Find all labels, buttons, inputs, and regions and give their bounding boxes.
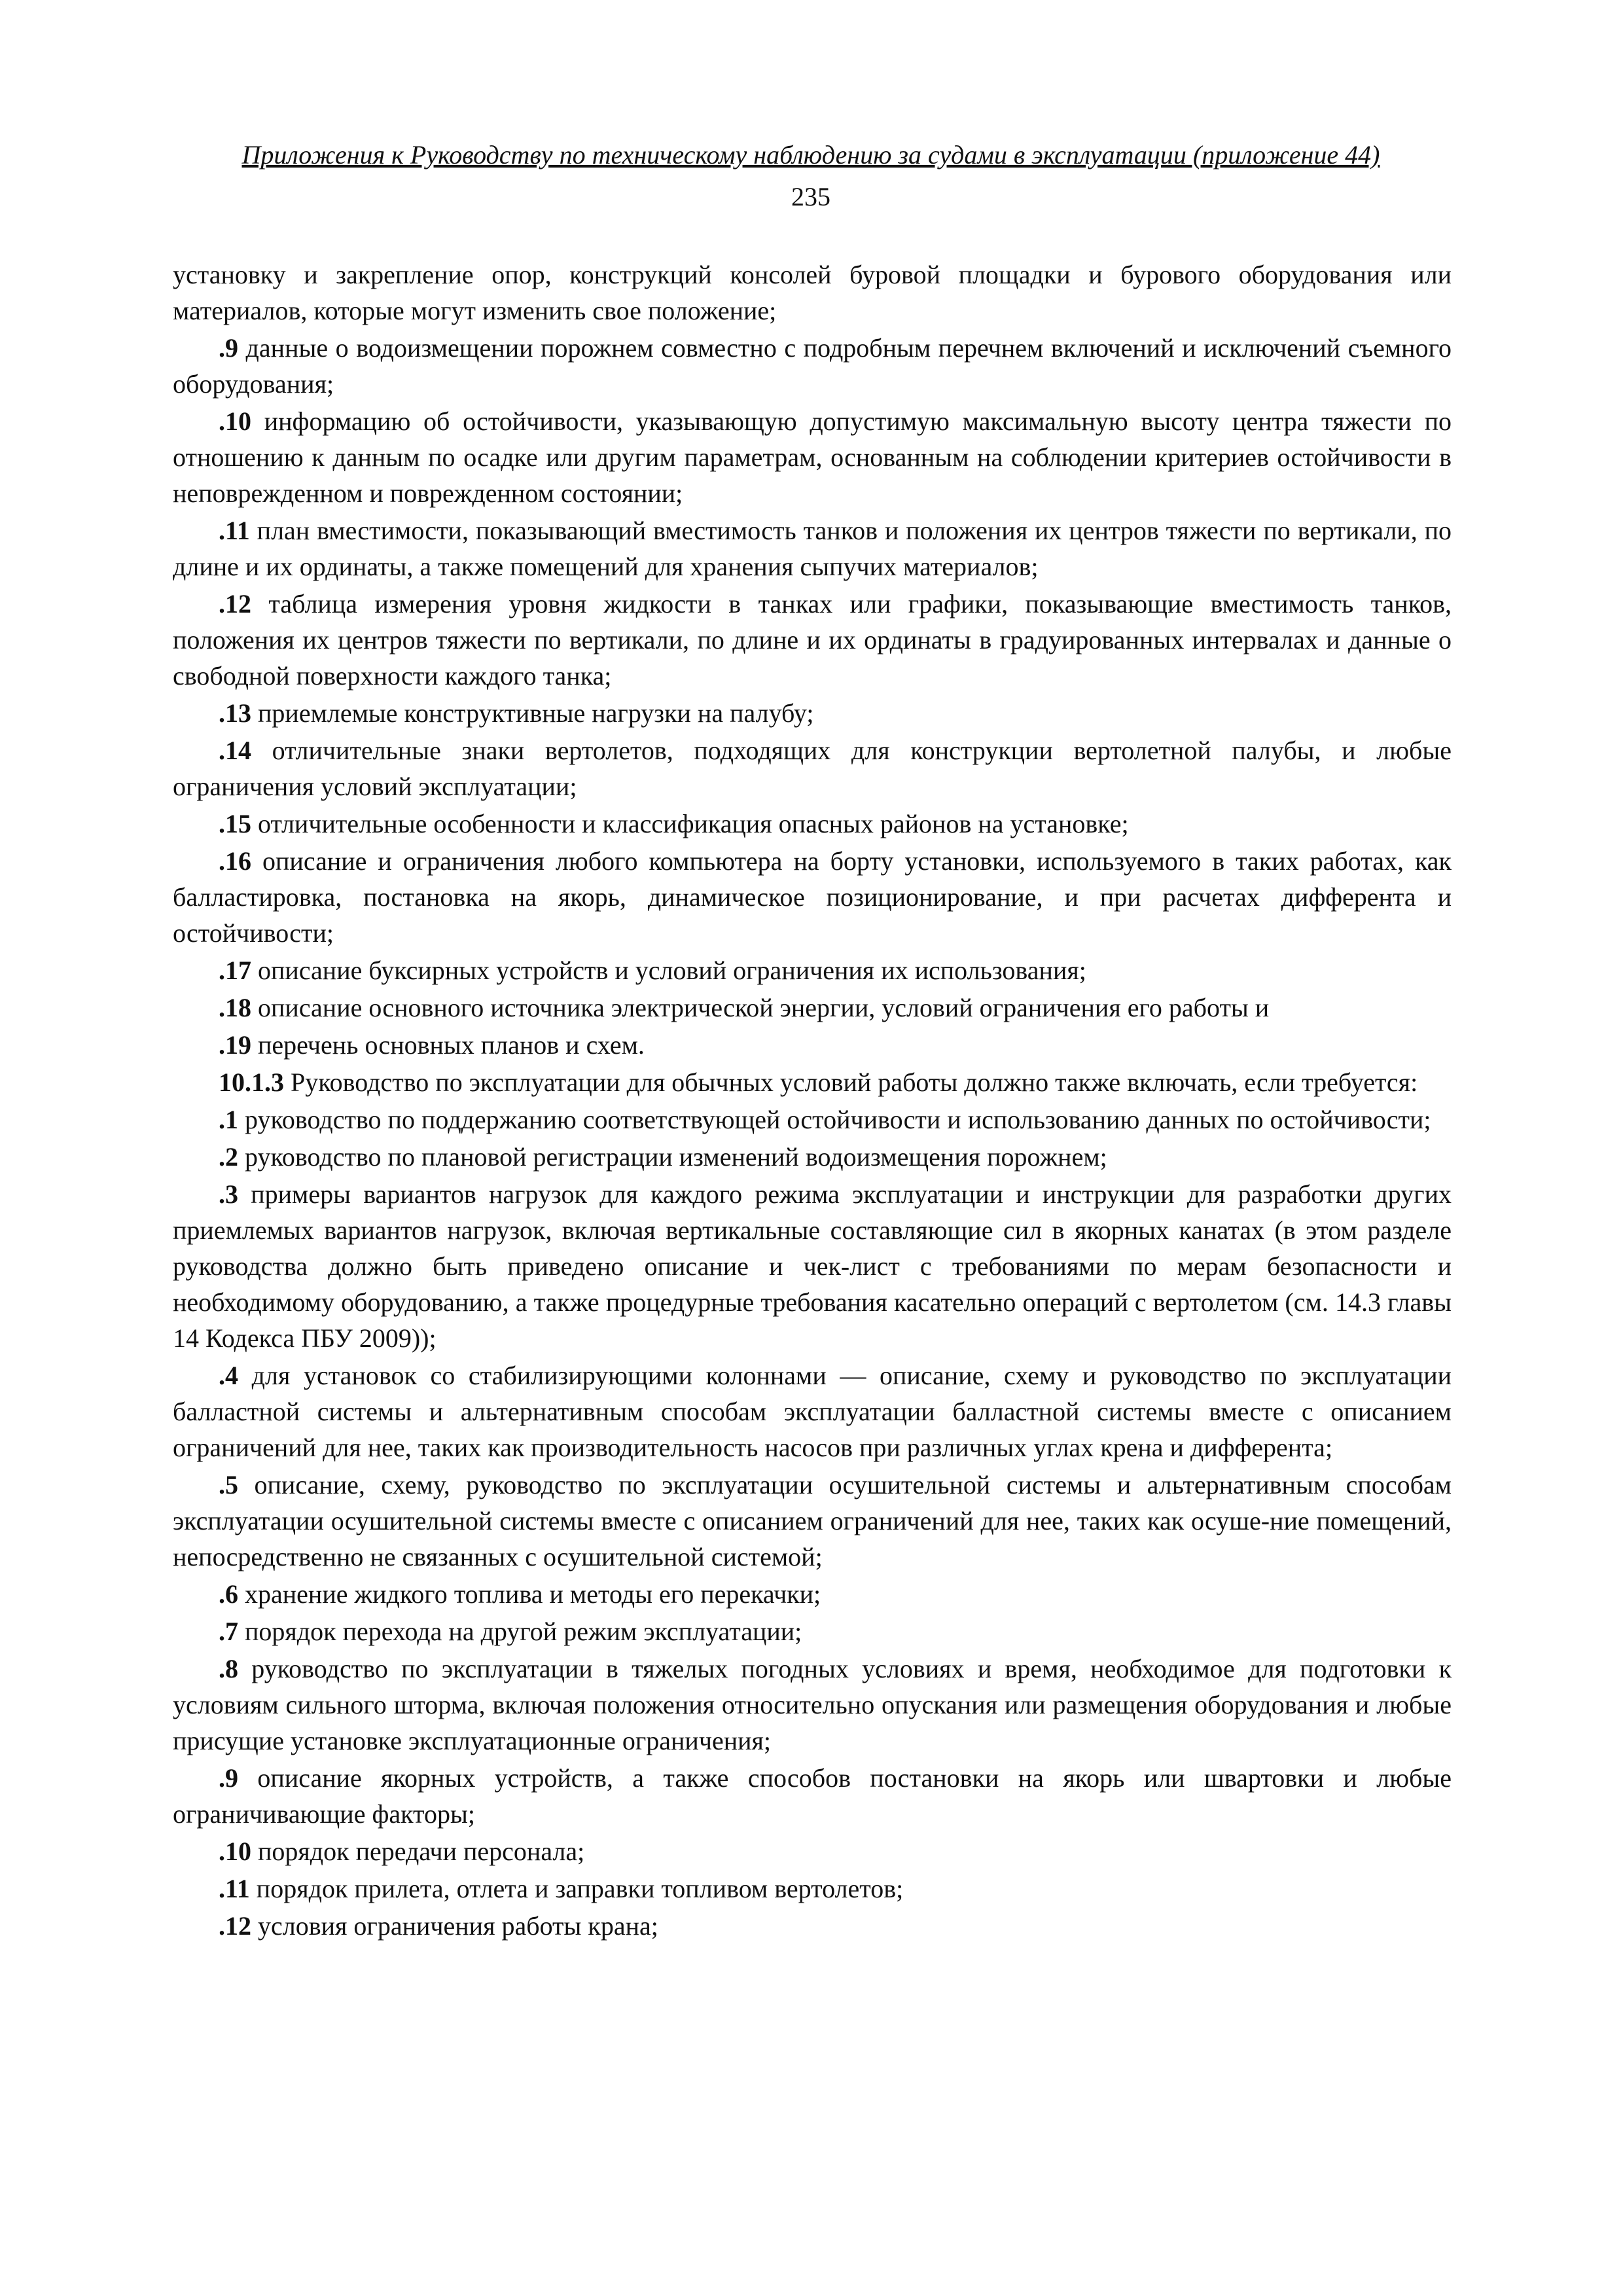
body-text [173,257,1452,1945]
item-text: описание, схему, руководство по эксплуатации осушительной системы и альтернативным способам эксплуатации осушительной системы вместе с описанием ограничений для нее, таких как осуше-ние помещений, непосредственно не связанных с осушительной системой; [173,1470,1452,1571]
item-text: порядок прилета, отлета и заправки топливом вертолетов; [249,1874,904,1903]
list-item [173,732,1452,804]
list-item [173,1027,1452,1063]
list-item [173,1871,1452,1907]
list-item [173,1908,1452,1944]
list-item [173,1613,1452,1649]
list-item [173,330,1452,402]
list-item [173,1102,1452,1138]
item-text: отличительные особенности и классификация опасных районов на установке; [251,809,1129,838]
list-item [173,990,1452,1026]
item-text: порядок перехода на другой режим эксплуатации; [238,1617,802,1646]
item-text: описание основного источника электрической энергии, условий ограничения его работы и [251,993,1270,1022]
item-number: .11 [219,1874,250,1903]
item-text: таблица измерения уровня жидкости в танках или графики, показывающие вместимость танков, положения их центров тяжести по вертикали, по длине и их ординаты в градуированных интервалах и данные о свободной поверхности каждого танка; [173,589,1452,691]
item-text: руководство по эксплуатации в тяжелых погодных условиях и время, необходимое для подготовки к условиям сильного шторма, включая положения относительно опускания или размещения оборудования и любые присущие установке эксплуатационные ограничения; [173,1654,1452,1755]
list-item [173,586,1452,694]
item-text: информацию об остойчивости, указывающую допустимую максимальную высоту центра тяжести по отношению к данным по осадке или другим параметрам, основанным на соблюдении критериев остойчивости в неповрежденном и поврежденном состоянии; [173,406,1452,508]
list-item [173,1176,1452,1356]
item-text: описание буксирных устройств и условий ограничения их использования; [251,956,1086,985]
section-paragraph [173,1064,1452,1100]
item-text: описание якорных устройств, а также способов постановки на якорь или швартовки и любые ограничивающие факторы; [173,1763,1452,1829]
item-number: .1 [219,1105,238,1134]
item-number: .9 [219,333,238,363]
item-number: .6 [219,1579,238,1609]
item-number: .13 [219,698,251,728]
item-number: .3 [219,1179,238,1209]
item-text: план вместимости, показывающий вместимость танков и положения их центров тяжести по вертикали, по длине и их ординаты, а также помещений для хранения сыпучих материалов; [173,516,1452,581]
item-number: .11 [219,516,250,545]
item-text: примеры вариантов нагрузок для каждого режима эксплуатации и инструкции для разработки других приемлемых вариантов нагрузок, включая вертикальные составляющие сил в якорных канатах (в этом разделе руководства должно быть приведено описание и чек-лист с требованиями по мерам безопасности и необходимому оборудованию, а также процедурные требования касательно операций с вертолетом (см. 14.3 главы 14 Кодекса ПБУ 2009)); [173,1179,1452,1353]
list-item [173,1139,1452,1175]
list-item [173,806,1452,842]
item-text: данные о водоизмещении порожнем совместно с подробным перечнем включений и исключений съемного оборудования; [173,333,1452,399]
item-number: .10 [219,1837,251,1866]
item-text: описание и ограничения любого компьютера на борту установки, используемого в таких работах, как балластировка, постановка на якорь, динамическое позиционирование, и при расчетах дифферента и остойчивости; [173,846,1452,948]
item-number: .5 [219,1470,238,1499]
list-item [173,1576,1452,1612]
item-number: .19 [219,1030,251,1060]
item-number: .7 [219,1617,238,1646]
item-number: .9 [219,1763,238,1793]
item-text: руководство по плановой регистрации изменений водоизмещения порожнем; [238,1142,1107,1172]
item-text: хранение жидкого топлива и методы его перекачки; [238,1579,821,1609]
running-header: Приложения к Руководству по техническому наблюдению за судами в эксплуатации (приложение 44) [241,140,1380,170]
item-number: .14 [219,736,251,765]
section-text: Руководство по эксплуатации для обычных условий работы должно также включать, если требуется: [284,1067,1418,1097]
list-item [173,1833,1452,1869]
list-item [173,403,1452,511]
item-text: порядок передачи персонала; [251,1837,585,1866]
section-number: 10.1.3 [219,1067,284,1097]
item-text: для установок со стабилизирующими колоннами — описание, схему и руководство по эксплуатации балластной системы и альтернативным способам эксплуатации балластной системы вместе с описанием ограничений для нее, таких как производительность насосов при различных углах крена и дифферента; [173,1361,1452,1462]
item-text: условия ограничения работы крана; [251,1911,658,1941]
item-number: .18 [219,993,251,1022]
list-item [173,695,1452,731]
item-number: .2 [219,1142,238,1172]
list-item [173,952,1452,988]
list-item [173,843,1452,951]
item-text: приемлемые конструктивные нагрузки на палубу; [251,698,814,728]
list-item [173,1760,1452,1832]
item-number: .8 [219,1654,238,1683]
item-number: .12 [219,589,251,619]
list-item [173,512,1452,584]
paragraph [173,257,1452,329]
list-item [173,1467,1452,1575]
item-number: .15 [219,809,251,838]
item-text: руководство по поддержанию соответствующей остойчивости и использованию данных по остойчивости; [238,1105,1431,1134]
item-number: .10 [219,406,251,436]
item-number: .12 [219,1911,251,1941]
item-text: отличительные знаки вертолетов, подходящих для конструкции вертолетной палубы, и любые ограничения условий эксплуатации; [173,736,1452,801]
item-text: перечень основных планов и схем. [251,1030,645,1060]
paragraph-text: установку и закрепление опор, конструкций консолей буровой площадки и бурового оборудования или материалов, которые могут изменить свое положение; [173,260,1452,325]
page-number: 235 [791,182,830,211]
item-number: .16 [219,846,251,876]
list-item [173,1357,1452,1465]
item-number: .4 [219,1361,238,1390]
item-number: .17 [219,956,251,985]
list-item [173,1651,1452,1759]
